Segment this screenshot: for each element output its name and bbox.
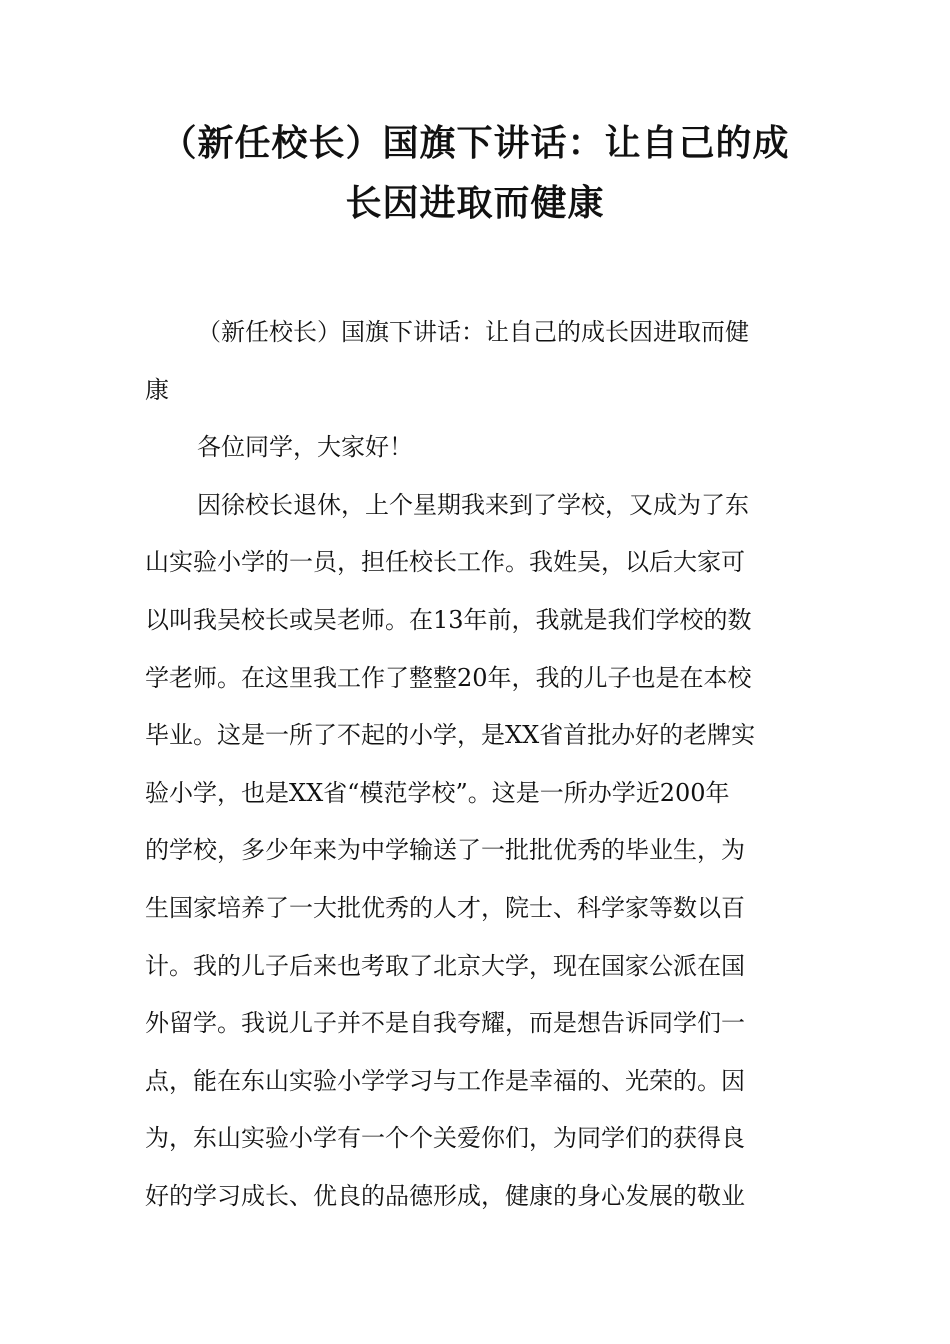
text-line: 各位同学，大家好！ [197, 433, 413, 462]
paragraph-subtitle [145, 304, 810, 419]
text-line: 计。我的儿子后来也考取了北京大学，现在国家公派在国 [145, 951, 745, 980]
text-line: 康 [145, 375, 169, 404]
text-line: 生国家培养了一大批优秀的人才，院士、科学家等数以百 [145, 893, 745, 922]
document-body [145, 304, 810, 1226]
document-title [140, 114, 810, 234]
text-line: 的学校，多少年来为中学输送了一批批优秀的毕业生，为 [145, 836, 745, 865]
text-line: 因徐校长退休，上个星期我来到了学校，又成为了东 [197, 490, 749, 519]
text-line: 为，东山实验小学有一个个关爱你们，为同学们的获得良 [145, 1124, 745, 1153]
text-line: 验小学，也是XX省“模范学校”。这是一所办学近200年 [145, 778, 730, 807]
text-line: 外留学。我说儿子并不是自我夸耀，而是想告诉同学们一 [145, 1009, 745, 1038]
text-line: 好的学习成长、优良的品德形成，健康的身心发展的敬业 [145, 1181, 745, 1210]
text-line: 毕业。这是一所了不起的小学，是XX省首批办好的老牌实 [145, 721, 756, 750]
title-line-2: 长因进取而健康 [345, 183, 605, 224]
text-line: 学老师。在这里我工作了整整20年，我的儿子也是在本校 [145, 663, 752, 692]
paragraph-greeting [145, 419, 810, 477]
text-line: （新任校长）国旗下讲话：让自己的成长因进取而健 [197, 318, 749, 346]
text-line: 点，能在东山实验小学学习与工作是幸福的、光荣的。因 [145, 1066, 745, 1095]
paragraph-body [145, 477, 810, 1226]
text-line: 以叫我吴校长或吴老师。在13年前，我就是我们学校的数 [145, 605, 752, 634]
title-line-1: （新任校长）国旗下讲话：让自己的成 [160, 123, 790, 164]
text-line: 山实验小学的一员，担任校长工作。我姓吴，以后大家可 [145, 548, 745, 577]
